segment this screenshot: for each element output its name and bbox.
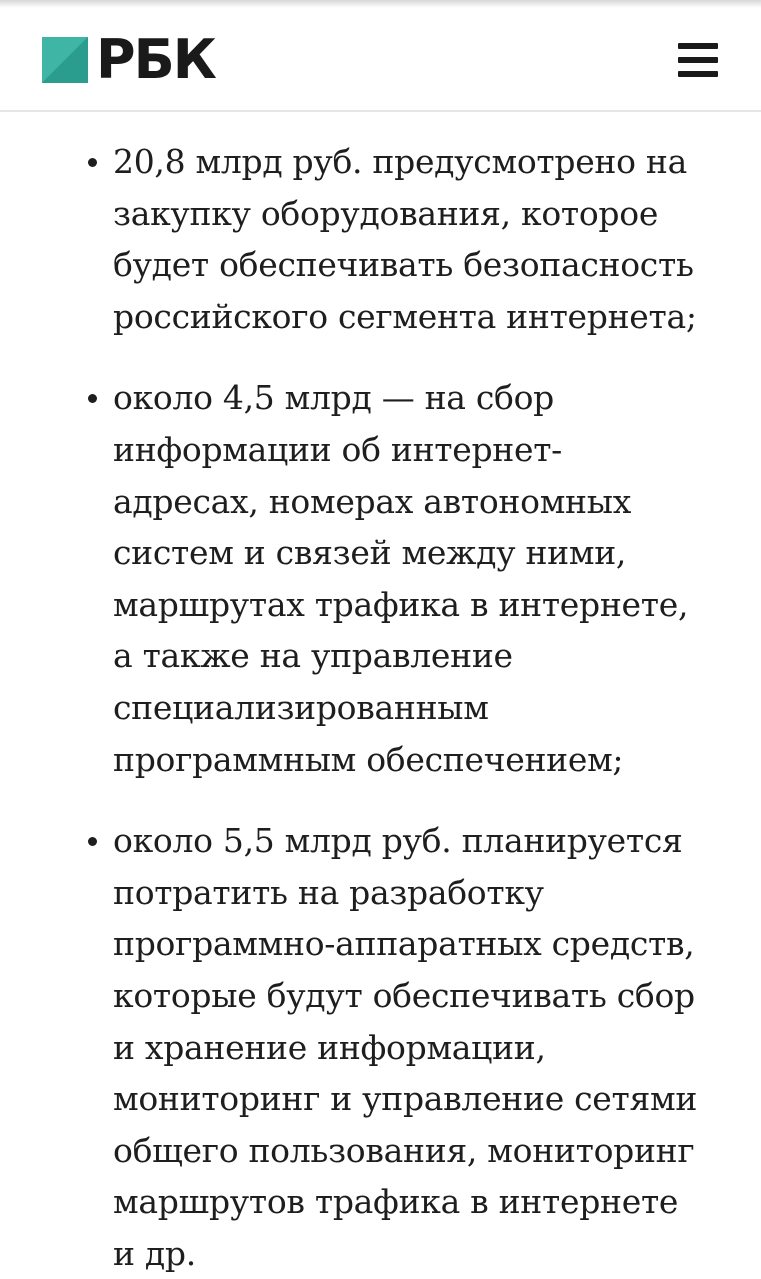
text-line: российского сегмента интернета; — [113, 296, 697, 336]
hamburger-menu-icon[interactable] — [678, 43, 718, 77]
text-line: 20,8 млрд руб. предусмотрено на — [113, 142, 687, 181]
text-line: мониторинг и управление сетями — [113, 1079, 698, 1119]
text-line: программным обеспечением; — [113, 739, 624, 779]
text-line: информации об интернет- — [113, 429, 563, 469]
text-line: и др. — [113, 1233, 196, 1273]
text-line: маршрутах трафика в интернете, — [113, 584, 689, 624]
text-line: закупку оборудования, которое — [113, 193, 659, 233]
text-line: программно-аппаратных средств, — [113, 924, 695, 964]
menu-bar — [678, 43, 718, 49]
rbc-logo-link[interactable] — [42, 28, 215, 91]
text-line: и хранение информации, — [113, 1027, 546, 1067]
article-body — [0, 136, 761, 1279]
list-item — [0, 372, 761, 785]
rbc-logo-icon — [42, 37, 88, 83]
text-line: около 5,5 млрд руб. планируется — [113, 821, 683, 861]
text-line: потратить на разработку — [113, 872, 544, 912]
text-line: будет обеспечивать безопасность — [113, 245, 694, 285]
list-item — [0, 136, 761, 342]
text-line: а также на управление — [113, 636, 513, 676]
text-line: маршрутов трафика в интернете — [113, 1182, 679, 1222]
text-line: систем и связей между ними, — [113, 533, 627, 573]
text-line: специализированным — [113, 687, 489, 727]
bullet-list — [0, 136, 761, 1279]
bullet-dot — [88, 837, 97, 846]
list-item — [0, 815, 761, 1279]
bullet-dot — [88, 158, 97, 167]
logo-text: РБК — [96, 28, 215, 91]
menu-bar — [678, 71, 718, 77]
text-line: общего пользования, мониторинг — [113, 1130, 695, 1170]
bullet-dot — [88, 394, 97, 403]
site-header — [0, 8, 761, 112]
text-line: которые будут обеспечивать сбор — [113, 975, 695, 1015]
menu-bar — [678, 57, 718, 63]
text-line: около 4,5 млрд — на сбор — [113, 378, 555, 418]
status-shadow — [0, 0, 761, 8]
text-line: адресах, номерах автономных — [113, 481, 632, 521]
